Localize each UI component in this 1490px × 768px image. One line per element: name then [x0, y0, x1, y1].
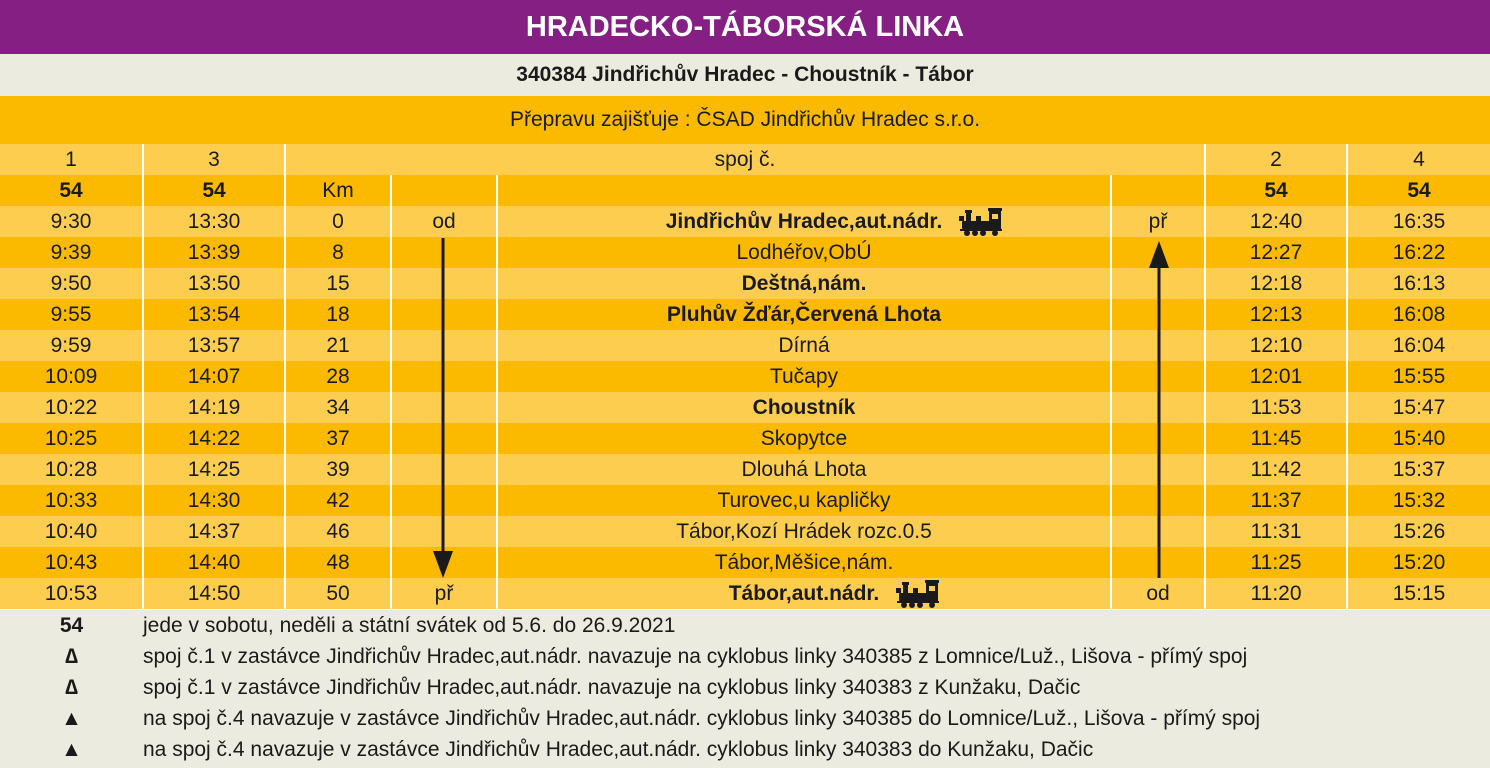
stop-name	[736, 241, 871, 265]
departure-time-spoj-4: 15:26	[1347, 516, 1490, 547]
note-code: 54	[1205, 175, 1347, 206]
footnote-symbol: ▲	[61, 737, 82, 761]
connection-number: 1	[0, 144, 143, 175]
direction-marker: od	[1111, 578, 1205, 609]
direction-marker: př	[1111, 206, 1205, 237]
stop-cell	[497, 268, 1111, 299]
departure-time-spoj-2: 12:13	[1205, 299, 1347, 330]
departure-time-spoj-3: 14:40	[143, 547, 285, 578]
departure-time-spoj-2: 11:20	[1205, 578, 1347, 609]
departure-time-spoj-4: 15:55	[1347, 361, 1490, 392]
stop-cell	[497, 206, 1111, 237]
distance-km: 48	[285, 547, 391, 578]
stop-name	[715, 551, 894, 575]
departure-time-spoj-4: 15:32	[1347, 485, 1490, 516]
connection-number: 2	[1205, 144, 1347, 175]
note-code: 54	[143, 175, 285, 206]
direction-marker	[391, 516, 497, 547]
footnote-row	[0, 703, 1490, 734]
connection-number: 4	[1347, 144, 1490, 175]
stop-cell	[497, 578, 1111, 609]
departure-time-spoj-4: 15:47	[1347, 392, 1490, 423]
stop-cell	[497, 361, 1111, 392]
direction-marker	[1111, 454, 1205, 485]
direction-marker	[1111, 392, 1205, 423]
distance-km: 28	[285, 361, 391, 392]
stop-row	[0, 206, 1490, 237]
empty-cell	[391, 175, 497, 206]
distance-km: 42	[285, 485, 391, 516]
departure-time-spoj-2: 12:40	[1205, 206, 1347, 237]
stop-name	[667, 303, 941, 327]
stop-row	[0, 299, 1490, 330]
departure-time-spoj-1: 10:33	[0, 485, 143, 516]
direction-marker	[1111, 485, 1205, 516]
stop-name-label: Dlouhá Lhota	[741, 457, 867, 481]
note-header-row	[0, 175, 1490, 206]
distance-km: 39	[285, 454, 391, 485]
stop-cell	[497, 392, 1111, 423]
steam-locomotive-icon	[895, 579, 941, 609]
stop-name	[742, 272, 867, 296]
departure-time-spoj-1: 9:59	[0, 330, 143, 361]
departure-time-spoj-1: 9:39	[0, 237, 143, 268]
stop-name-label: Lodhéřov,ObÚ	[736, 240, 872, 264]
footnote-symbol: ∆	[65, 644, 78, 668]
distance-km: 37	[285, 423, 391, 454]
departure-time-spoj-4: 15:20	[1347, 547, 1490, 578]
distance-km: 18	[285, 299, 391, 330]
departure-time-spoj-4: 16:04	[1347, 330, 1490, 361]
steam-locomotive-icon	[958, 207, 1004, 237]
departure-time-spoj-4: 16:35	[1347, 206, 1490, 237]
footnote-symbol: ▲	[61, 706, 82, 730]
direction-marker	[1111, 268, 1205, 299]
departure-time-spoj-2: 11:45	[1205, 423, 1347, 454]
line-subtitle: 340384 Jindřichův Hradec - Choustník - Tábor	[0, 54, 1490, 96]
footnote-row	[0, 734, 1490, 765]
departure-time-spoj-3: 13:50	[143, 268, 285, 299]
departure-time-spoj-1: 10:25	[0, 423, 143, 454]
stop-name	[676, 520, 932, 544]
departure-time-spoj-3: 14:07	[143, 361, 285, 392]
departure-time-spoj-4: 15:15	[1347, 578, 1490, 609]
stop-name	[761, 427, 847, 451]
connection-label: spoj č.	[285, 144, 1205, 175]
stop-name-label: Pluhův Žďár,Červená Lhota	[666, 302, 942, 326]
footnote-row	[0, 672, 1490, 703]
stop-cell	[497, 237, 1111, 268]
direction-marker	[1111, 330, 1205, 361]
footnote-symbol: 54	[59, 613, 84, 637]
departure-time-spoj-3: 14:25	[143, 454, 285, 485]
footnote-row	[0, 610, 1490, 641]
distance-km: 50	[285, 578, 391, 609]
stop-row	[0, 516, 1490, 547]
stop-cell	[497, 547, 1111, 578]
stop-name	[717, 489, 890, 513]
stop-name-label: Tábor,aut.nádr.	[728, 581, 880, 605]
stop-row	[0, 454, 1490, 485]
departure-time-spoj-3: 14:22	[143, 423, 285, 454]
stop-name	[753, 396, 856, 420]
departure-time-spoj-1: 10:09	[0, 361, 143, 392]
km-header: Km	[285, 175, 391, 206]
distance-km: 46	[285, 516, 391, 547]
direction-marker	[391, 454, 497, 485]
departure-time-spoj-2: 11:53	[1205, 392, 1347, 423]
stop-name-label: Skopytce	[760, 426, 848, 450]
stop-row	[0, 485, 1490, 516]
departure-time-spoj-1: 10:28	[0, 454, 143, 485]
connection-header-row	[0, 144, 1490, 175]
departure-time-spoj-1: 9:50	[0, 268, 143, 299]
distance-km: 8	[285, 237, 391, 268]
direction-marker	[391, 268, 497, 299]
direction-marker	[391, 547, 497, 578]
stop-cell	[497, 330, 1111, 361]
departure-time-spoj-1: 9:30	[0, 206, 143, 237]
stop-name-label: Tučapy	[769, 364, 839, 388]
departure-time-spoj-4: 16:13	[1347, 268, 1490, 299]
departure-time-spoj-3: 14:37	[143, 516, 285, 547]
distance-km: 21	[285, 330, 391, 361]
stop-row	[0, 268, 1490, 299]
departure-time-spoj-4: 15:40	[1347, 423, 1490, 454]
stop-row	[0, 547, 1490, 578]
stop-cell	[497, 299, 1111, 330]
departure-time-spoj-2: 11:42	[1205, 454, 1347, 485]
stop-name	[666, 210, 943, 234]
stop-name-label: Turovec,u kapličky	[717, 488, 891, 512]
stop-cell	[497, 423, 1111, 454]
departure-time-spoj-2: 11:25	[1205, 547, 1347, 578]
stop-name-label: Choustník	[752, 395, 856, 419]
footnote-text: na spoj č.4 navazuje v zastávce Jindřichův Hradec,aut.nádr. cyklobus linky 340383 do Kunžaku, Dačic	[143, 737, 1094, 761]
departure-time-spoj-4: 16:08	[1347, 299, 1490, 330]
departure-time-spoj-3: 13:54	[143, 299, 285, 330]
stop-cell	[497, 516, 1111, 547]
stop-name-label: Dírná	[778, 333, 830, 357]
footnotes	[0, 610, 1490, 768]
departure-time-spoj-3: 13:39	[143, 237, 285, 268]
stop-name	[742, 458, 867, 482]
departure-time-spoj-4: 15:37	[1347, 454, 1490, 485]
departure-time-spoj-2: 12:27	[1205, 237, 1347, 268]
stop-row	[0, 578, 1490, 609]
stop-name	[770, 365, 838, 389]
direction-marker: od	[391, 206, 497, 237]
direction-marker: př	[391, 578, 497, 609]
distance-km: 34	[285, 392, 391, 423]
direction-marker	[391, 330, 497, 361]
stop-name-label: Tábor,Měšice,nám.	[714, 550, 894, 574]
direction-marker	[1111, 237, 1205, 268]
stop-row	[0, 237, 1490, 268]
note-code: 54	[1347, 175, 1490, 206]
distance-km: 15	[285, 268, 391, 299]
stop-name	[778, 334, 829, 358]
departure-time-spoj-2: 12:01	[1205, 361, 1347, 392]
direction-marker	[391, 485, 497, 516]
direction-marker	[391, 299, 497, 330]
footnote-text: spoj č.1 v zastávce Jindřichův Hradec,aut.nádr. navazuje na cyklobus linky 340383 z Kunžaku, Dačic	[143, 675, 1081, 699]
footnote-symbol: ∆	[65, 675, 78, 699]
departure-time-spoj-1: 10:40	[0, 516, 143, 547]
departure-time-spoj-1: 9:55	[0, 299, 143, 330]
footnote-text: spoj č.1 v zastávce Jindřichův Hradec,aut.nádr. navazuje na cyklobus linky 340385 z Lomnice/Luž., Lišova - přímý spoj	[143, 644, 1248, 668]
direction-marker	[1111, 516, 1205, 547]
departure-time-spoj-2: 11:31	[1205, 516, 1347, 547]
stop-row	[0, 423, 1490, 454]
departure-time-spoj-1: 10:43	[0, 547, 143, 578]
direction-marker	[1111, 547, 1205, 578]
departure-time-spoj-3: 13:57	[143, 330, 285, 361]
footnote-text: na spoj č.4 navazuje v zastávce Jindřichův Hradec,aut.nádr. cyklobus linky 340385 do Lomnice/Luž., Lišova - přímý spoj	[143, 706, 1261, 730]
stop-name	[729, 582, 880, 606]
departure-time-spoj-1: 10:22	[0, 392, 143, 423]
stop-row	[0, 392, 1490, 423]
departure-time-spoj-2: 12:10	[1205, 330, 1347, 361]
stop-name-label: Tábor,Kozí Hrádek rozc.0.5	[676, 519, 932, 543]
empty-cell	[1111, 175, 1205, 206]
distance-km: 0	[285, 206, 391, 237]
stop-row	[0, 361, 1490, 392]
stop-cell	[497, 485, 1111, 516]
departure-time-spoj-3: 14:19	[143, 392, 285, 423]
direction-marker	[1111, 423, 1205, 454]
direction-marker	[391, 237, 497, 268]
empty-cell	[497, 175, 1111, 206]
footnote-text: jede v sobotu, neděli a státní svátek od 5.6. do 26.9.2021	[143, 613, 676, 637]
note-code: 54	[0, 175, 143, 206]
connection-number: 3	[143, 144, 285, 175]
stop-cell	[497, 454, 1111, 485]
departure-time-spoj-2: 11:37	[1205, 485, 1347, 516]
departure-time-spoj-3: 14:30	[143, 485, 285, 516]
timetable-title: HRADECKO-TÁBORSKÁ LINKA	[0, 0, 1490, 54]
direction-marker	[391, 392, 497, 423]
direction-marker	[391, 361, 497, 392]
operator-info: Přepravu zajišťuje : ČSAD Jindřichův Hradec s.r.o.	[0, 96, 1490, 144]
departure-time-spoj-3: 14:50	[143, 578, 285, 609]
timetable-table	[0, 144, 1490, 609]
stop-name-label: Deštná,nám.	[741, 271, 867, 295]
departure-time-spoj-3: 13:30	[143, 206, 285, 237]
stop-row	[0, 330, 1490, 361]
departure-time-spoj-4: 16:22	[1347, 237, 1490, 268]
stop-name-label: Jindřichův Hradec,aut.nádr.	[665, 209, 943, 233]
direction-marker	[391, 423, 497, 454]
direction-marker	[1111, 299, 1205, 330]
departure-time-spoj-1: 10:53	[0, 578, 143, 609]
direction-marker	[1111, 361, 1205, 392]
footnote-row	[0, 641, 1490, 672]
departure-time-spoj-2: 12:18	[1205, 268, 1347, 299]
